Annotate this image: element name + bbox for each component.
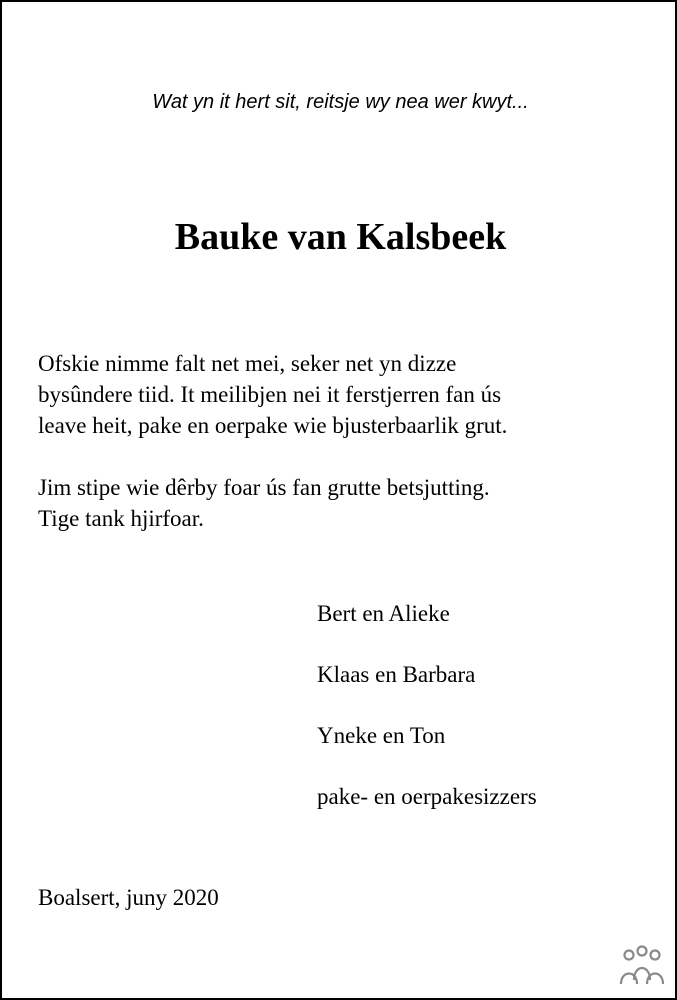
- deceased-name: Bauke van Kalsbeek: [174, 216, 507, 258]
- signer-name: Klaas en Barbara: [317, 662, 476, 687]
- signer-name: pake- en oerpakesizzers: [317, 784, 537, 809]
- paragraph-line: leave heit, pake en oerpake wie bjusterbaarlik grut.: [38, 413, 508, 438]
- signers-list: [317, 598, 657, 842]
- place-date: Boalsert, juny 2020: [38, 885, 219, 910]
- thank-you-paragraph: [38, 348, 658, 441]
- motto-line: Wat yn it hert sit, reitsje wy nea wer kwyt...: [152, 91, 529, 113]
- paragraph-line: Jim stipe wie dêrby foar ús fan grutte betsjutting.: [38, 475, 490, 500]
- signer-name: Bert en Alieke: [317, 601, 450, 626]
- support-paragraph: [38, 472, 658, 534]
- people-group-icon: [616, 944, 668, 990]
- paragraph-line: bysûndere tiid. It meilibjen nei it ferstjerren fan ús: [38, 382, 502, 407]
- signer-name: Yneke en Ton: [317, 723, 446, 748]
- paragraph-line: Ofskie nimme falt net mei, seker net yn dizze: [38, 351, 457, 376]
- paragraph-line: Tige tank hjirfoar.: [38, 506, 204, 531]
